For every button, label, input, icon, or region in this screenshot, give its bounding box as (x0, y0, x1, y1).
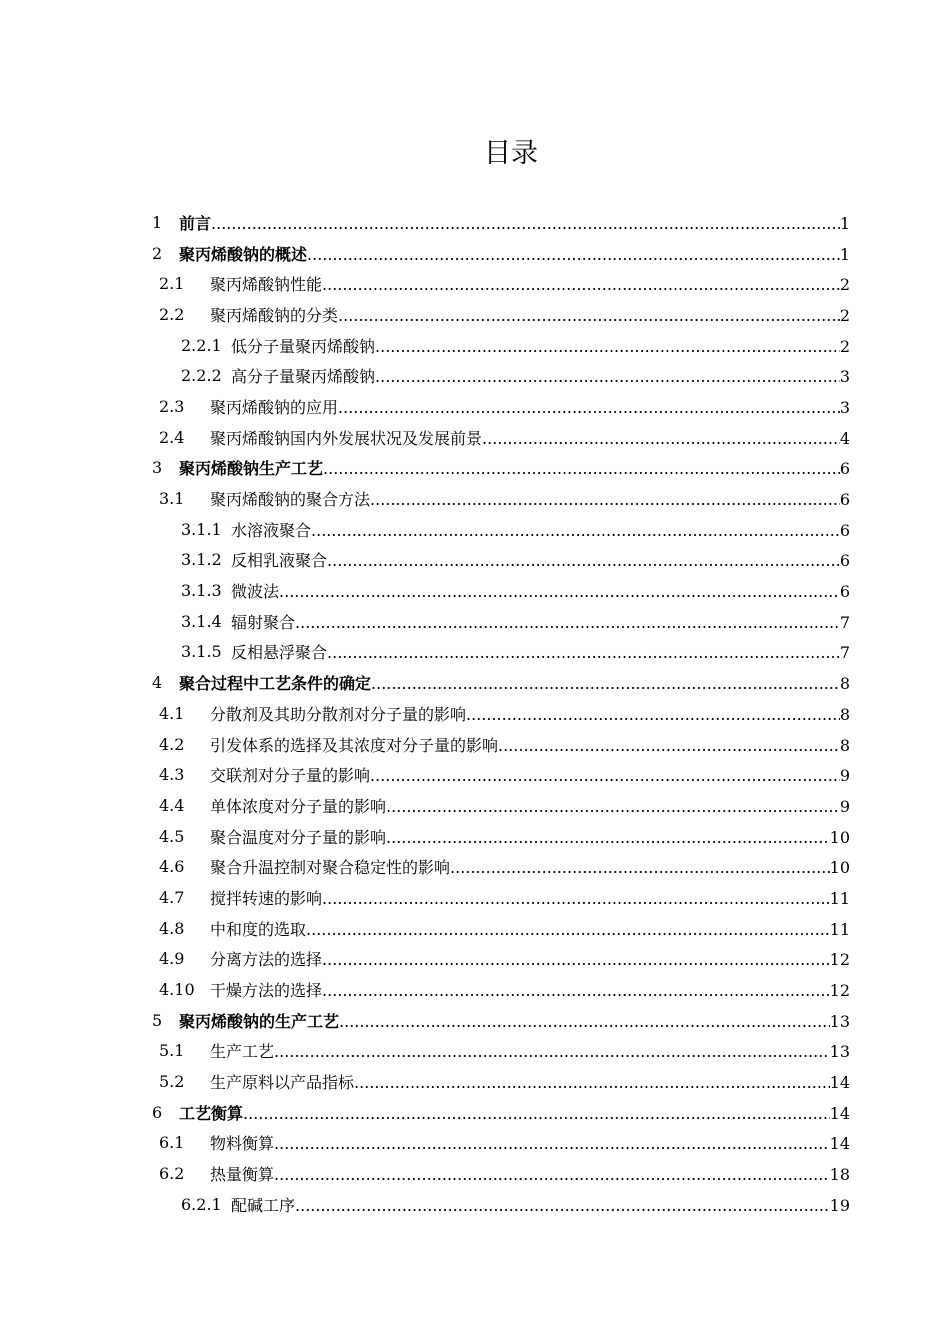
toc-entry-line (210, 426, 850, 449)
toc-entry-page: 3 (839, 367, 850, 387)
toc-entry[interactable] (0, 545, 950, 576)
toc-entry-line (231, 548, 850, 571)
toc-dot-leader (274, 1042, 830, 1061)
toc-dot-leader (323, 459, 840, 478)
toc-entry-number: 4.10 (159, 980, 195, 1000)
toc-entry-line (231, 1193, 850, 1216)
toc-entry-title: 辐射聚合 (231, 612, 296, 632)
toc-entry-page: 6 (839, 551, 850, 571)
toc-entry[interactable] (0, 790, 950, 821)
toc-entry[interactable] (0, 268, 950, 299)
toc-dot-leader (327, 551, 840, 570)
toc-entry[interactable] (0, 974, 950, 1005)
toc-entry[interactable] (0, 1066, 950, 1097)
toc-entry[interactable] (0, 698, 950, 729)
toc-entry[interactable] (0, 207, 950, 238)
toc-entry[interactable] (0, 514, 950, 545)
toc-entry-number: 2.2 (159, 304, 185, 324)
toc-entry-number: 5.1 (159, 1041, 185, 1061)
toc-entry-line (210, 487, 850, 510)
toc-entry-line (210, 1131, 850, 1154)
toc-entry[interactable] (0, 238, 950, 269)
toc-entry-number: 3.1 (159, 489, 185, 509)
toc-entry-line (210, 1039, 850, 1062)
toc-entry-title: 聚丙烯酸钠的生产工艺 (179, 1011, 340, 1031)
toc-entry-line (231, 334, 850, 357)
toc-entry[interactable] (0, 637, 950, 668)
toc-entry-title: 微波法 (231, 582, 280, 602)
toc-entry-number: 6.2.1 (181, 1194, 222, 1214)
toc-entry-page: 19 (829, 1195, 850, 1215)
toc-entry-line (179, 242, 850, 265)
toc-entry-number: 6.1 (159, 1133, 185, 1153)
toc-entry-page: 7 (839, 612, 850, 632)
toc-entry-number: 3.1.5 (181, 642, 222, 662)
toc-entry-line (179, 1009, 850, 1032)
toc-entry-page: 6 (839, 520, 850, 540)
toc-entry[interactable] (0, 606, 950, 637)
toc-entry-title: 分离方法的选择 (210, 950, 323, 970)
toc-entry-page: 12 (829, 981, 850, 1001)
toc-entry-number: 3.1.2 (181, 550, 222, 570)
toc-entry-number: 6.2 (159, 1164, 185, 1184)
toc-entry-line (210, 395, 850, 418)
toc-dot-leader (375, 337, 840, 356)
toc-entry[interactable] (0, 1005, 950, 1036)
toc-entry-line (210, 272, 850, 295)
toc-entry-title: 中和度的选取 (210, 919, 307, 939)
toc-entry[interactable] (0, 1128, 950, 1159)
toc-entry-number: 2.4 (159, 427, 185, 447)
toc-entry-title: 水溶液聚合 (231, 520, 312, 540)
toc-dot-leader (211, 214, 840, 233)
toc-entry[interactable] (0, 851, 950, 882)
toc-entry-number: 4.4 (159, 795, 185, 815)
toc-entry[interactable] (0, 882, 950, 913)
toc-dot-leader (295, 1196, 830, 1215)
toc-entry-line (210, 303, 850, 326)
toc-entry-line (231, 518, 850, 541)
toc-entry-title: 高分子量聚丙烯酸钠 (231, 367, 376, 387)
toc-entry[interactable] (0, 759, 950, 790)
toc-entry-title: 交联剂对分子量的影响 (210, 766, 371, 786)
toc-entry-page: 2 (839, 275, 850, 295)
toc-entry-number: 5.2 (159, 1072, 185, 1092)
toc-entry[interactable] (0, 483, 950, 514)
toc-entry-title: 前言 (179, 213, 212, 233)
toc-entry[interactable] (0, 1036, 950, 1067)
toc-entry-line (210, 1162, 850, 1185)
toc-dot-leader (386, 828, 830, 847)
toc-dot-leader (482, 429, 840, 448)
toc-dot-leader (338, 306, 840, 325)
toc-dot-leader (466, 705, 840, 724)
toc-entry[interactable] (0, 575, 950, 606)
toc-entry-title: 聚丙烯酸钠的聚合方法 (210, 490, 371, 510)
toc-entry-title: 聚合温度对分子量的影响 (210, 827, 387, 847)
toc-entry[interactable] (0, 913, 950, 944)
toc-entry-line (210, 978, 850, 1001)
toc-entry-title: 聚丙烯酸钠国内外发展状况及发展前景 (210, 428, 483, 448)
toc-entry-page: 6 (839, 582, 850, 602)
toc-entry-title: 聚丙烯酸钠的应用 (210, 397, 339, 417)
toc-entry-line (231, 610, 850, 633)
toc-entry-number: 2.1 (159, 274, 185, 294)
toc-entry-number: 4.8 (159, 918, 185, 938)
toc-entry-number: 3.1.3 (181, 581, 222, 601)
toc-dot-leader (322, 950, 830, 969)
toc-dot-leader (279, 582, 840, 601)
toc-entry-number: 4.5 (159, 826, 185, 846)
toc-entry[interactable] (0, 1097, 950, 1128)
toc-entry-page: 1 (839, 244, 850, 264)
toc-entry-page: 12 (829, 950, 850, 970)
toc-entry-title: 干燥方法的选择 (210, 981, 323, 1001)
toc-entry-line (231, 364, 850, 387)
toc-entry-number: 2.2.1 (181, 335, 222, 355)
toc-dot-leader (322, 889, 830, 908)
toc-entry-number: 4 (152, 673, 163, 693)
toc-entry-page: 13 (829, 1042, 850, 1062)
toc-entry[interactable] (0, 821, 950, 852)
toc-dot-leader (354, 1073, 830, 1092)
toc-dot-leader (311, 521, 840, 540)
toc-entry-page: 8 (839, 674, 850, 694)
toc-entry-line (179, 211, 850, 234)
toc-entry-number: 2 (152, 243, 163, 263)
toc-entry[interactable] (0, 667, 950, 698)
toc-entry[interactable] (0, 729, 950, 760)
toc-entry-line (210, 794, 850, 817)
toc-entry-title: 热量衡算 (210, 1165, 275, 1185)
toc-entry-line (210, 825, 850, 848)
toc-entry-line (210, 855, 850, 878)
toc-entry-page: 10 (829, 827, 850, 847)
toc-entry-title: 单体浓度对分子量的影响 (210, 796, 387, 816)
toc-entry-title: 物料衡算 (210, 1134, 275, 1154)
toc-dot-leader (370, 766, 840, 785)
toc-entry-page: 3 (839, 397, 850, 417)
toc-entry-title: 聚合升温控制对聚合稳定性的影响 (210, 858, 451, 878)
toc-dot-leader (295, 613, 840, 632)
toc-entry[interactable] (0, 391, 950, 422)
toc-entry-title: 分散剂及其助分散剂对分子量的影响 (210, 704, 467, 724)
toc-dot-leader (243, 1104, 830, 1123)
table-of-contents (0, 207, 950, 1220)
toc-entry-line (210, 702, 850, 725)
toc-dot-leader (274, 1165, 830, 1184)
toc-entry-number: 6 (152, 1102, 163, 1122)
toc-entry-number: 4.9 (159, 949, 185, 969)
toc-entry-page: 7 (839, 643, 850, 663)
toc-entry-line (210, 947, 850, 970)
toc-entry-title: 工艺衡算 (179, 1103, 244, 1123)
toc-entry-page: 8 (839, 735, 850, 755)
toc-entry-page: 10 (829, 858, 850, 878)
toc-entry-title: 聚丙烯酸钠的分类 (210, 305, 339, 325)
toc-dot-leader (498, 736, 840, 755)
toc-entry-title: 生产原料以产品指标 (210, 1073, 355, 1093)
toc-entry-number: 2.3 (159, 396, 185, 416)
toc-entry-number: 4.3 (159, 765, 185, 785)
toc-entry[interactable] (0, 422, 950, 453)
toc-entry-page: 14 (829, 1134, 850, 1154)
toc-entry-page: 2 (839, 305, 850, 325)
toc-entry-line (231, 640, 850, 663)
toc-dot-leader (274, 1134, 830, 1153)
toc-entry-title: 引发体系的选择及其浓度对分子量的影响 (210, 735, 499, 755)
toc-dot-leader (327, 643, 840, 662)
toc-entry-page: 2 (839, 336, 850, 356)
toc-entry-number: 3 (152, 458, 163, 478)
toc-dot-leader (375, 367, 840, 386)
toc-entry-page: 8 (839, 704, 850, 724)
toc-dot-leader (339, 1012, 830, 1031)
toc-entry-page: 14 (829, 1103, 850, 1123)
toc-entry-line (210, 733, 850, 756)
toc-entry-line (231, 579, 850, 602)
toc-entry-page: 14 (829, 1073, 850, 1093)
toc-entry-page: 18 (829, 1165, 850, 1185)
toc-entry-title: 低分子量聚丙烯酸钠 (231, 336, 376, 356)
toc-entry-line (179, 671, 850, 694)
toc-dot-leader (338, 398, 840, 417)
page-title: 目录 (484, 138, 538, 169)
toc-dot-leader (322, 981, 830, 1000)
toc-entry-number: 1 (152, 212, 163, 232)
toc-entry-number: 5 (152, 1010, 163, 1030)
toc-dot-leader (371, 674, 840, 693)
toc-entry[interactable] (0, 330, 950, 361)
toc-entry-line (210, 1070, 850, 1093)
toc-entry-title: 聚合过程中工艺条件的确定 (179, 674, 372, 694)
toc-entry-number: 4.6 (159, 857, 185, 877)
toc-entry[interactable] (0, 1158, 950, 1189)
toc-entry-page: 11 (829, 919, 850, 939)
toc-entry[interactable] (0, 1189, 950, 1220)
toc-entry-title: 聚丙烯酸钠的概述 (179, 244, 308, 264)
toc-entry[interactable] (0, 360, 950, 391)
toc-dot-leader (322, 275, 840, 294)
toc-dot-leader (386, 797, 840, 816)
toc-entry-page: 9 (839, 766, 850, 786)
toc-entry-page: 9 (839, 796, 850, 816)
toc-entry-title: 配碱工序 (231, 1195, 296, 1215)
toc-entry-page: 6 (839, 490, 850, 510)
toc-entry-title: 生产工艺 (210, 1042, 275, 1062)
toc-dot-leader (306, 920, 830, 939)
toc-entry-line (210, 763, 850, 786)
toc-entry-title: 搅拌转速的影响 (210, 888, 323, 908)
toc-entry-page: 11 (829, 888, 850, 908)
toc-entry-title: 反相乳液聚合 (231, 551, 328, 571)
toc-entry[interactable] (0, 944, 950, 975)
toc-dot-leader (450, 858, 830, 877)
toc-entry[interactable] (0, 299, 950, 330)
toc-entry-page: 6 (839, 459, 850, 479)
toc-dot-leader (307, 245, 840, 264)
toc-entry-page: 13 (829, 1011, 850, 1031)
toc-entry-number: 3.1.1 (181, 519, 222, 539)
toc-entry-title: 聚丙烯酸钠性能 (210, 275, 323, 295)
toc-entry-page: 4 (839, 428, 850, 448)
toc-dot-leader (370, 490, 840, 509)
toc-entry-number: 4.7 (159, 887, 185, 907)
toc-entry-number: 4.1 (159, 703, 185, 723)
toc-entry-line (179, 456, 850, 479)
toc-entry-line (179, 1101, 850, 1124)
toc-entry-number: 4.2 (159, 734, 185, 754)
toc-entry-title: 聚丙烯酸钠生产工艺 (179, 459, 324, 479)
toc-entry-number: 3.1.4 (181, 611, 222, 631)
toc-entry[interactable] (0, 453, 950, 484)
toc-entry-page: 1 (839, 213, 850, 233)
toc-entry-title: 反相悬浮聚合 (231, 643, 328, 663)
toc-entry-line (210, 886, 850, 909)
toc-entry-line (210, 917, 850, 940)
toc-entry-number: 2.2.2 (181, 366, 222, 386)
